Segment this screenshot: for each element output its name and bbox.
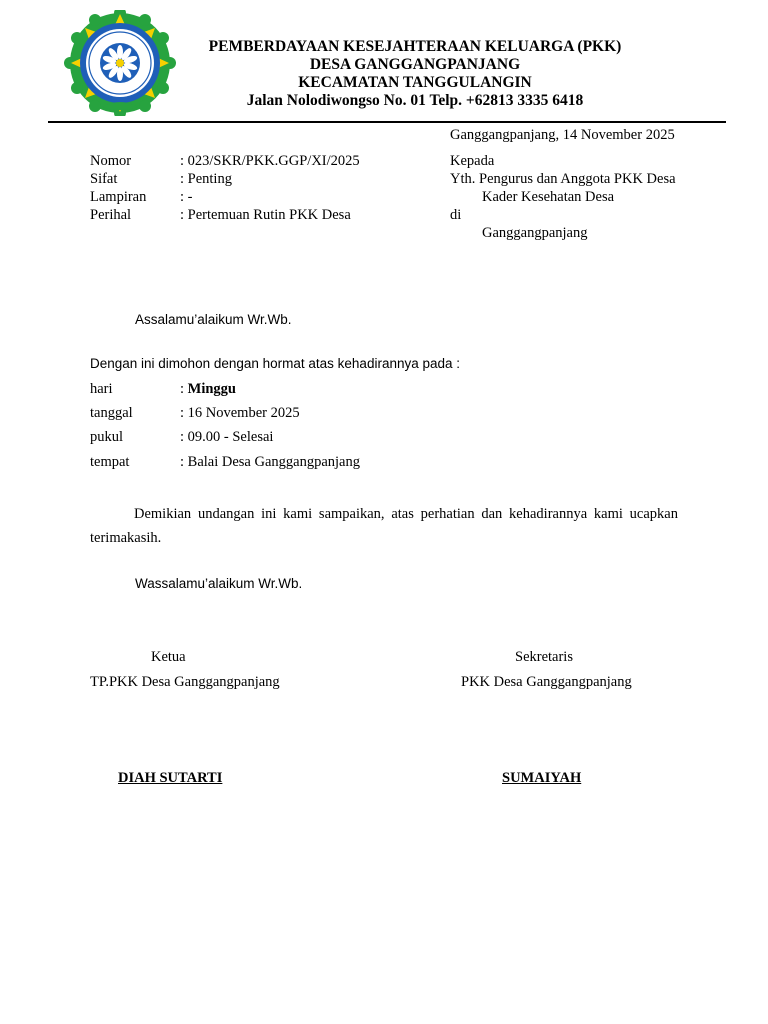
recipient-place: Ganggangpanjang [482,225,588,241]
event-value-hari [180,381,236,398]
meta-label-nomor: Nomor [90,153,132,169]
intro-text: Dengan ini dimohon dengan hormat atas kehadirannya pada : [90,356,461,371]
event-day-bold: Minggu [187,381,236,397]
meta-label-sifat: Sifat [90,171,118,187]
event-label-tempat: tempat [90,454,130,470]
recipient-kepada: Kepada [450,153,495,169]
event-value-tanggal: : 16 November 2025 [180,405,300,421]
recipient-line1: Yth. Pengurus dan Anggota PKK Desa [450,171,676,187]
meta-value-sifat: : Penting [180,171,232,187]
meta-value-nomor: : 023/SKR/PKK.GGP/XI/2025 [180,153,360,169]
village-name-heading: DESA GANGGANGPANJANG [309,56,521,73]
event-colon-hari: : [180,381,188,397]
place-date: Ganggangpanjang, 14 November 2025 [450,127,675,143]
meta-value-perihal: : Pertemuan Rutin PKK Desa [180,207,351,223]
right-signer-org: PKK Desa Ganggangpanjang [461,674,632,690]
letterhead-divider [48,121,726,123]
right-signer-title: Sekretaris [515,649,573,665]
event-label-pukul: pukul [90,429,124,445]
meta-label-perihal: Perihal [90,207,132,223]
org-name-heading: PEMBERDAYAAN KESEJAHTERAAN KELUARGA (PKK) [208,38,622,55]
farewell: Wassalamu’alaikum Wr.Wb. [135,576,303,591]
recipient-di: di [450,207,462,223]
closing-paragraph: Demikian undangan ini kami sampaikan, atas perhatian dan kehadirannya kami ucapkan terimakasih. [90,506,678,546]
left-signer-name: DIAH SUTARTI [118,770,223,786]
meta-value-lampiran: : - [180,189,193,205]
district-name-heading: KECAMATAN TANGGULANGIN [298,74,532,91]
event-label-tanggal: tanggal [90,405,133,421]
event-label-hari: hari [90,381,113,397]
left-signer-org: TP.PKK Desa Ganggangpanjang [90,674,280,690]
greeting: Assalamu’alaikum Wr.Wb. [135,312,292,327]
meta-label-lampiran: Lampiran [90,189,147,205]
address-phone-heading: Jalan Nolodiwongso No. 01 Telp. +62813 3335 6418 [246,92,584,109]
right-signer-name: SUMAIYAH [502,770,582,786]
event-value-pukul: : 09.00 - Selesai [180,429,274,445]
left-signer-title: Ketua [151,649,186,665]
recipient-line2: Kader Kesehatan Desa [482,189,615,205]
event-value-tempat: : Balai Desa Ganggangpanjang [180,454,360,470]
